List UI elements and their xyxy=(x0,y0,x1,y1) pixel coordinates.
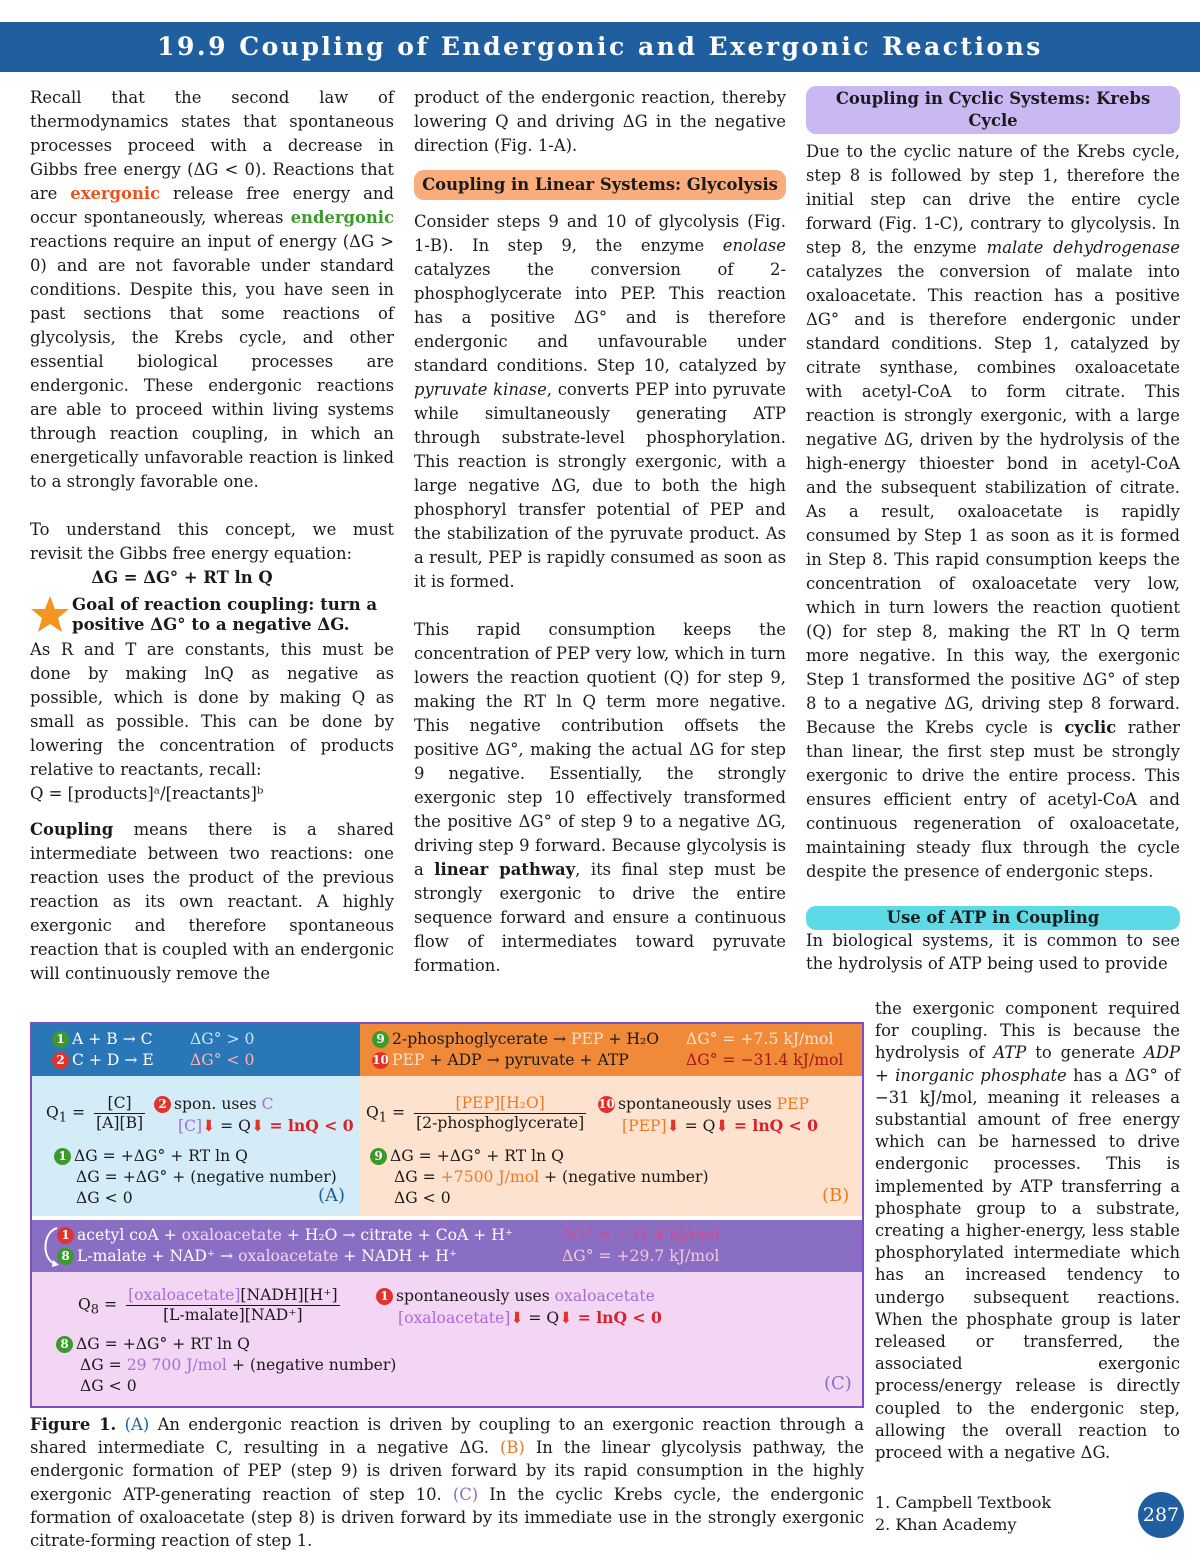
text: [PEP] xyxy=(622,1117,667,1135)
text: This rapid consumption keeps the concentration of PEP very low, which in turn lowers the reaction quotient (Q) for step 9, making the RT ln Q term more negative. This negative contribution offsets the positive ΔG°, making the actual ΔG for step 9 negative. Essentially, the strongly exergonic step 10 effectively transformed the positive ΔG° of step 9 to a negative ΔG, driving step 9 forward. Because glycolysis is a xyxy=(414,620,786,879)
panel-a-header xyxy=(32,1024,360,1076)
text: reactions require an input of energy (ΔG > 0) and are not favorable under standard conditions. Despite this, you have seen in past sections that some reactions of glycolysis, the Krebs cycle, and other essential biological processes are endergonic. These endergonic reactions are able to proceed within living systems through reaction coupling, in which an energetically unfavorable reaction is linked to a strongly favorable one. xyxy=(30,232,394,491)
dg-equation-1: ΔG = +ΔG° + RT ln Q xyxy=(74,1147,248,1165)
q1-fraction-b: $Q_1$ = $\frac{\text{[PEP][H₂O]}}{\text{[2-phosphoglycerate]}}$ xyxy=(366,1094,585,1132)
step-2-badge: 2 xyxy=(154,1096,171,1113)
q-subscript: 8 xyxy=(90,1302,100,1318)
panel-c-header xyxy=(32,1220,862,1272)
text: catalyzes the conversion of 2-phosphoglycerate into PEP. This reaction has a positive ΔG° and is therefore endergonic and unfavourable under standard conditions. Step 10, catalyzed by xyxy=(414,260,786,375)
dg-step-8: ΔG° = +29.7 kJ/mol xyxy=(562,1247,720,1265)
step-1-badge: 1 xyxy=(54,1148,71,1165)
step-1-badge: 1 xyxy=(376,1288,393,1305)
text: , converts PEP into pyruvate while simultaneously generating ATP through substrate-level phosphorylation. This reaction is strongly exergonic, with a large negative ΔG, due to both the high phosphoryl transfer potential of PEP and the stabilization of the pyruvate product. As a result, PEP is rapidly consumed as soon as it is formed. xyxy=(414,380,786,591)
coupling-paragraph xyxy=(30,818,394,986)
dg-equation-2 xyxy=(80,1355,396,1376)
dg-equation-3: ΔG < 0 xyxy=(394,1189,451,1207)
q-numerator: [PEP][H₂O] xyxy=(455,1094,545,1112)
caption-b-text: In the linear glycolysis pathway, the endergonic formation of PEP (step 9) is driven forward by its rapid consumption in the highly exergonic ATP-generating reaction of step 10. xyxy=(30,1438,864,1504)
caption-b-label: (B) xyxy=(499,1438,525,1458)
dg-equation-3: ΔG < 0 xyxy=(80,1377,137,1395)
dg-equation-1: ΔG = +ΔG° + RT ln Q xyxy=(76,1335,250,1353)
panel-c-label: (C) xyxy=(824,1373,852,1394)
panel-a-label: (A) xyxy=(318,1185,346,1206)
text: = Q xyxy=(215,1117,251,1135)
text: = lnQ < 0 xyxy=(572,1308,662,1327)
q-denominator: [A][B] xyxy=(96,1114,144,1132)
text: + NADH + H⁺ xyxy=(338,1247,458,1265)
caption-a-label: (A) xyxy=(124,1415,150,1434)
step-8-badge: 8 xyxy=(56,1336,73,1353)
text: has a ΔG° of −31 kJ/mol, meaning it releases a substantial amount of free energy which can be harnessed to drive endergonic processes. This is implemented by ATP transferring a phosphate group to a substrate, creating a higher-energy, less stable phosphorylated intermediate which has an increased tendency to undergo subsequent reactions. When the phosphate group is later released or transferred, the associated exergonic process/energy release is directly coupled to the endergonic step, allowing the overall reaction to proceed with a negative ΔG. xyxy=(875,1065,1180,1463)
text: + (negative number) xyxy=(539,1168,709,1186)
malate-dehydrogenase-term: malate dehydrogenase xyxy=(986,238,1181,257)
chain-c xyxy=(398,1307,662,1329)
q-denominator: [L-malate][NAD⁺] xyxy=(163,1306,303,1324)
krebs-heading: Coupling in Cyclic Systems: Krebs Cycle xyxy=(806,86,1180,134)
q-numerator-oxaloacetate: [oxaloacetate] xyxy=(128,1286,241,1304)
q-denominator: [2-phosphoglycerate] xyxy=(416,1114,585,1132)
dg-step-1: ΔG° = −31.4 kJ/mol xyxy=(562,1226,720,1244)
text: Consider steps 9 and 10 of glycolysis (Fig. 1-B). In step 9, the enzyme xyxy=(414,212,786,255)
linear-pathway-term: linear pathway xyxy=(434,860,576,879)
caption-a-text: An endergonic reaction is driven by coupling to an exergonic reaction through a shared intermediate C, resulting in a negative ΔG. xyxy=(30,1415,865,1458)
spon-pep: PEP xyxy=(776,1095,810,1113)
q-subscript: 1 xyxy=(378,1110,388,1126)
text: rather than linear, the first step must be strongly exergonic to drive the entire process. This ensures efficient entry of acetyl-CoA and continuous regeneration of oxaloacetate, maintaining steady flux through the cycle despite the presence of endergonic steps. xyxy=(806,718,1180,881)
panel-b xyxy=(360,1024,862,1216)
column-1 xyxy=(30,86,394,986)
step-9-badge: 9 xyxy=(372,1031,389,1048)
text: + H₂O → citrate + CoA + H⁺ xyxy=(281,1226,514,1244)
gibbs-intro: To understand this concept, we must revisit the Gibbs free energy equation: xyxy=(30,520,394,563)
header-bar xyxy=(0,22,1200,72)
text: + (negative number) xyxy=(226,1356,397,1374)
text: ΔG = xyxy=(394,1168,441,1186)
krebs-paragraph xyxy=(806,140,1180,884)
text: ΔG = xyxy=(80,1356,127,1374)
down-arrow-icon: ⬇ xyxy=(250,1117,265,1135)
step-10-badge: 10 xyxy=(372,1053,389,1067)
q-symbol: Q xyxy=(366,1103,379,1122)
text: L-malate + NAD⁺ → xyxy=(77,1247,239,1265)
step-9-badge: 9 xyxy=(370,1148,387,1165)
text: + ADP → pyruvate + ATP xyxy=(424,1051,629,1069)
cyclic-term: cyclic xyxy=(1064,718,1117,737)
dg-step-10: ΔG° = −31.4 kJ/mol xyxy=(686,1051,844,1069)
glycolysis-paragraph xyxy=(414,210,786,594)
pep-term: PEP xyxy=(571,1030,604,1048)
text: = Q xyxy=(679,1117,716,1135)
panel-b-header xyxy=(360,1024,862,1076)
text: the exergonic component required for coupling. This is because the hydrolysis of xyxy=(875,999,1180,1063)
oxaloacetate-term: oxaloacetate xyxy=(238,1247,339,1265)
text: release free energy and occur spontaneously, whereas xyxy=(30,184,394,227)
caption-c-text: In the cyclic Krebs cycle, the endergonic formation of oxaloacetate (step 8) is driven forward by its immediate use in the strongly exergonic citrate-forming reaction of step 1. xyxy=(30,1484,864,1551)
pep-consumption-paragraph xyxy=(414,618,786,978)
reference-item: 2. Khan Academy xyxy=(875,1515,1017,1534)
pyruvate-kinase-term: pyruvate kinase xyxy=(414,380,547,399)
text: acetyl coA + xyxy=(77,1226,182,1244)
dg-equation-3: ΔG < 0 xyxy=(76,1189,133,1207)
step-1-badge: 1 xyxy=(52,1031,69,1048)
dg-equation-2 xyxy=(394,1167,709,1188)
figure-1 xyxy=(30,1022,864,1408)
gibbs-equation: ΔG = ΔG° + RT ln Q xyxy=(91,568,273,587)
caption-figure-label: Figure 1. xyxy=(30,1415,117,1434)
q-subscript: 1 xyxy=(58,1110,68,1126)
text: , its final step must be strongly exergonic to drive the entire sequence forward and ensure a continuous flow of intermediates toward pyruvate formation. xyxy=(414,860,787,975)
down-arrow-icon: ⬇ xyxy=(510,1309,524,1327)
text: [C] xyxy=(178,1117,203,1135)
enolase-term: enolase xyxy=(722,236,786,255)
reaction-b: C + D → E xyxy=(72,1051,154,1069)
chain-b xyxy=(622,1115,818,1137)
atp-term: ATP xyxy=(993,1043,1027,1063)
endergonic-term: endergonic xyxy=(290,208,394,227)
text: = Q xyxy=(523,1309,560,1327)
caption-c-label: (C) xyxy=(452,1484,479,1504)
star-icon xyxy=(30,594,70,634)
dg-value: 29 700 J/mol xyxy=(126,1356,227,1374)
dg-step-9: ΔG° = +7.5 kJ/mol xyxy=(686,1030,834,1048)
adp-term: ADP + inorganic phosphate xyxy=(875,1043,1180,1085)
text: [oxaloacetate] xyxy=(398,1309,511,1327)
intro-paragraph xyxy=(30,86,394,494)
text: + H₂O xyxy=(603,1030,659,1048)
down-arrow-icon: ⬇ xyxy=(666,1117,680,1135)
step-10-badge: 10 xyxy=(598,1097,615,1111)
atp-paragraph-continued xyxy=(875,998,1180,1464)
panel-b-label: (B) xyxy=(822,1185,850,1206)
spon-text: spon. uses xyxy=(174,1095,262,1113)
exergonic-term: exergonic xyxy=(70,184,161,203)
glycolysis-heading: Coupling in Linear Systems: Glycolysis xyxy=(414,170,786,200)
atp-heading: Use of ATP in Coupling xyxy=(806,906,1180,930)
text: to generate xyxy=(1026,1043,1144,1063)
q1-fraction-a: $Q_1$ = $\frac{[C]}{[A][B]}$ xyxy=(46,1094,144,1132)
coupling-term: Coupling xyxy=(30,820,114,839)
q-symbol: Q xyxy=(78,1295,91,1314)
q-formula: Q = [products]ᵃ/[reactants]ᵇ xyxy=(30,784,264,803)
spon-text: spontaneously uses xyxy=(618,1095,777,1113)
goal-callout xyxy=(30,594,394,634)
dg-a: ΔG° > 0 xyxy=(190,1030,255,1048)
down-arrow-icon: ⬇ xyxy=(559,1309,573,1327)
down-arrow-icon: ⬇ xyxy=(202,1117,216,1135)
references xyxy=(875,1492,1051,1536)
dg-b: ΔG° < 0 xyxy=(190,1051,255,1069)
oxaloacetate-term: oxaloacetate xyxy=(181,1226,282,1244)
panel-c xyxy=(32,1220,862,1406)
text: = lnQ < 0 xyxy=(264,1116,354,1135)
text: Recall that the second law of thermodynamics states that spontaneous processes proceed with a decrease in Gibbs free energy (ΔG < 0). Reactions that are xyxy=(30,88,394,203)
q-numerator: [C] xyxy=(94,1094,145,1114)
text: catalyzes the conversion of malate into oxaloacetate. This reaction has a positive ΔG° and is therefore endergonic under standard conditions. Step 1, catalyzed by citrate synthase, combines oxaloacetate with acetyl-CoA to form citrate. This reaction is strongly exergonic, with a large negative ΔG, driven by the hydrolysis of the high-energy thioester bond in acetyl-CoA and the subsequent stabilization of citrate. As a result, oxaloacetate is rapidly consumed by Step 1 as soon as it is formed in Step 8. This rapid consumption keeps the concentration of oxaloacetate very low, which in turn lowers the reaction quotient (Q) for step 8, making the RT ln Q term more negative. In this way, the exergonic Step 1 transformed the positive ΔG° of step 8 to a negative ΔG, driving step 8 forward. Because the Krebs cycle is xyxy=(806,262,1180,737)
column-2 xyxy=(414,86,786,978)
constants-paragraph: As R and T are constants, this must be done by making lnQ as negative as possible, which is done by making Q as small as possible. This can be done by lowering the concentration of products relative to reactants, recall: xyxy=(30,640,394,779)
text: means there is a shared intermediate between two reactions: one reaction uses the product of the previous reaction as its own reactant. A highly exergonic and therefore spontaneous reaction that is coupled with an endergonic will continuously remove the xyxy=(30,820,394,983)
spon-c: C xyxy=(261,1095,274,1113)
dg-value: +7500 J/mol xyxy=(440,1168,540,1186)
pep-term: PEP xyxy=(392,1051,425,1069)
panel-a xyxy=(32,1024,360,1216)
dg-equation-2: ΔG = +ΔG° + (negative number) xyxy=(76,1168,337,1186)
q8-fraction: $Q_8$ = $\frac{\text{[oxaloacetate][NADH][H⁺]}}{\text{[L-malate][NAD⁺]}}$ xyxy=(78,1286,338,1324)
chain-a xyxy=(178,1115,354,1137)
q-symbol: Q xyxy=(46,1103,59,1122)
column-3 xyxy=(806,86,1180,975)
page-number: 287 xyxy=(1138,1492,1184,1538)
text: Due to the cyclic nature of the Krebs cycle, step 8 is followed by step 1, therefore the initial step can drive the entire cycle forward (Fig. 1-C), contrary to glycolysis. In step 8, the enzyme xyxy=(806,142,1180,257)
reaction-a: A + B → C xyxy=(72,1030,153,1048)
figure-caption xyxy=(30,1413,864,1552)
spon-oxaloacetate: oxaloacetate xyxy=(554,1287,655,1305)
q-numerator: [NADH][H⁺] xyxy=(240,1286,338,1304)
text: = lnQ < 0 xyxy=(728,1116,819,1135)
spon-text: spontaneously uses xyxy=(396,1287,555,1305)
goal-text: Goal of reaction coupling: turn a positive ΔG° to a negative ΔG. xyxy=(72,594,378,634)
reference-item: 1. Campbell Textbook xyxy=(875,1493,1052,1512)
step-2-badge: 2 xyxy=(52,1052,69,1069)
step-8-badge: 8 xyxy=(57,1248,74,1265)
dg-equation-1: ΔG = +ΔG° + RT ln Q xyxy=(390,1147,564,1165)
text: 2-phosphoglycerate → xyxy=(392,1030,571,1048)
down-arrow-icon: ⬇ xyxy=(715,1117,729,1135)
step-1-badge: 1 xyxy=(57,1227,74,1244)
atp-paragraph-start: In biological systems, it is common to see the hydrolysis of ATP being used to provide xyxy=(806,931,1180,973)
continued-paragraph: product of the endergonic reaction, thereby lowering Q and driving ΔG in the negative direction (Fig. 1-A). xyxy=(414,88,786,155)
page-title: 19.9 Coupling of Endergonic and Exergonic Reactions xyxy=(157,32,1043,61)
